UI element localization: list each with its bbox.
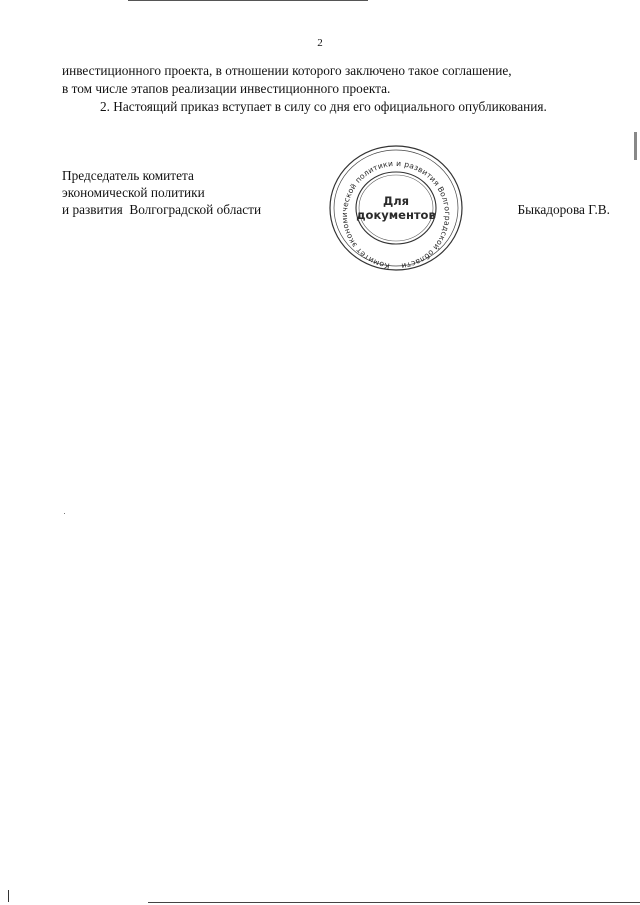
stamp-center-line-2: документов xyxy=(356,208,436,222)
paragraph-2: 2. Настоящий приказ вступает в силу со дня его официального опубликования. xyxy=(100,99,547,114)
official-stamp xyxy=(329,144,463,272)
signer-title-line-2: экономической политики xyxy=(62,185,205,200)
signer-name: Быкадорова Г.В. xyxy=(517,202,610,217)
stamp-center-line-1: Для xyxy=(382,194,410,208)
scan-edge-bottom xyxy=(148,902,640,903)
scan-speck xyxy=(64,513,65,514)
stamp-ring-text: Комитет экономической политики и развития Волгоградской области xyxy=(339,158,453,271)
paragraph-1-line-2: в том числе этапов реализации инвестиционного проекта. xyxy=(62,81,391,96)
scan-edge-top xyxy=(128,0,368,1)
paragraph-1-line-1: инвестиционного проекта, в отношении которого заключено такое соглашение, xyxy=(62,63,512,78)
signer-title xyxy=(62,167,261,218)
document-body xyxy=(62,62,610,116)
signer-title-line-1: Председатель комитета xyxy=(62,168,194,183)
scan-edge-right xyxy=(634,132,637,160)
signer-title-line-3: и развития Волгоградской области xyxy=(62,202,262,217)
scan-edge-left-mark xyxy=(8,890,9,902)
page-number: 2 xyxy=(317,37,323,49)
